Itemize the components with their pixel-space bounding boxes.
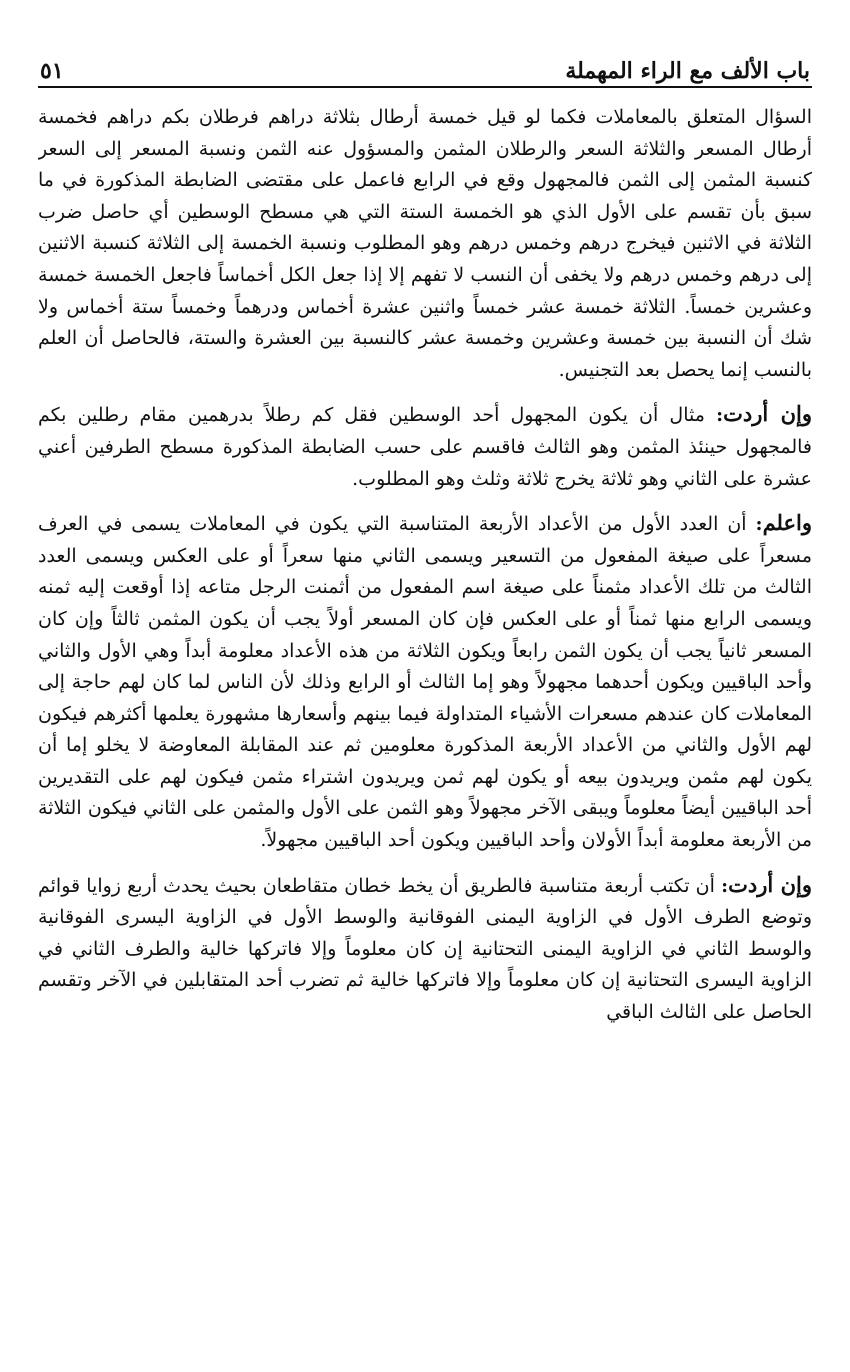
paragraph-4-lead: وإن أردت xyxy=(728,871,812,897)
page-number: ٥١ xyxy=(40,58,64,84)
paragraph-3-colon: : xyxy=(755,513,763,536)
chapter-title: باب الألف مع الراء المهملة xyxy=(565,58,810,84)
paragraph-3-text: أن العدد الأول من الأعداد الأربعة المتناسبة التي يكون في المعاملات يسمى في العرف مسعراً على صيغة المفعول من التسعير ويسمى الثاني منها سعراً أو على العكس ويسمى العدد الثالث من تلك الأعداد مثمناً على صيغة اسم المفعول من أثمنت الرجل متاعه إذا أوقعت إليه ثمنه ويسمى الرابع منها ثمناً أو على العكس فإن كان المسعر أولاً يجب أن يكون المثمن ثالثاً وإن كان المسعر ثانياً يجب أن يكون الثمن رابعاً ويكون الثلاثة من هذه الأعداد معلومة أبداً وهي الأول والثاني وأحد الباقيين ويكون أحدهما مجهولاً وهو إما الثالث أو الرابع وذلك لأن الناس لما كان لهم حاجة إلى المعاملات كان عندهم مسعرات الأشياء المتداولة فيما بينهم وأسعارها مشهورة يعلمها أكثرهم فيكون لهم الأول والثاني من الأعداد الأربعة المذكورة معلومين ثم عند المقابلة المعاوضة لا يخلو إما أن يكون لهم مثمن ويريدون بيعه أو يكون لهم ثمن ويريدون اشتراء مثمن فيكون لهم على التقديرين أحد الباقيين أيضاً معلوماً ويبقى الآخر مجهولاً وهو الثمن على الأول والمثمن على الثاني فيكون الثلاثة من الأربعة معلومة أبداً الأولان وأحد الباقيين ويكون أحد الباقيين مجهولاً. xyxy=(38,513,812,852)
paragraph-2-lead: وإن أردت xyxy=(723,401,812,427)
paragraph-1-text: السؤال المتعلق بالمعاملات فكما لو قيل خمسة أرطال بثلاثة دراهم فرطلان بكم دراهم فخمسة أرطال المسعر والثلاثة السعر والرطلان المثمن والمسؤول عنه الثمن ونسبة المسعر إلى السعر كنسبة المثمن إلى الثمن فالمجهول وقع في الرابع فاعمل على مقتضى الضابطة المذكورة في ما سبق بأن تقسم على الأول الذي هو الخمسة الستة التي هي مسطح الوسطين أي حاصل ضرب الثلاثة في الاثنين فيخرج درهم وخمس درهم وهو المطلوب ونسبة الخمسة إلى الثلاثة كنسبة الاثنين إلى درهم وخمس درهم ولا يخفى أن النسب لا تفهم إلا إذا جعل الكل أخماساً فاجعل الخمسة خمسة وعشرين خمساً. الثلاثة خمسة عشر خمساً واثنين عشرة أخماس ودرهماً وخمساً ستة أخماس ولا شك أن النسبة بين خمسة وعشرين وخمسة عشر كالنسبة بين العشرة والستة، فالحاصل أن العلم بالنسب إنما يحصل بعد التجنيس. xyxy=(38,106,812,381)
paragraph-4-text: أن تكتب أربعة متناسبة فالطريق أن يخط خطان متقاطعان بحيث يحدث أربع زوايا قوائم وتوضع الطرف الأول في الزاوية اليمنى الفوقانية والوسط الأول في الزاوية اليسرى الفوقانية والوسط الثاني في الزاوية اليمنى التحتانية إن كان معلوماً وإلا فاتركها خالية والطرف الثاني في الزاوية اليسرى التحتانية إن كان معلوماً وإلا فاتركها خالية ثم تضرب أحد المتقابلين في الآخر وتقسم الحاصل على الثالث الباقي xyxy=(38,874,812,1024)
paragraph-2 xyxy=(38,398,812,495)
body-text xyxy=(38,102,812,1029)
document-page xyxy=(38,52,812,1352)
paragraph-3-lead: واعلم xyxy=(762,510,812,536)
paragraph-2-text: مثال أن يكون المجهول أحد الوسطين فقل كم رطلاً بدرهمين مقام رطلين بكم فالمجهول حينئذ المثمن وهو الثالث فاقسم على حسب الضابطة المذكورة مسطح الطرفين أعني عشرة على الثاني وهو ثلاثة يخرج ثلاثة وثلث وهو المطلوب. xyxy=(38,404,812,490)
paragraph-4 xyxy=(38,869,812,1029)
paragraph-3 xyxy=(38,507,812,857)
paragraph-2-colon: : xyxy=(716,404,724,427)
paragraph-4-colon: : xyxy=(721,874,729,897)
running-header xyxy=(38,52,812,88)
paragraph-1 xyxy=(38,102,812,386)
